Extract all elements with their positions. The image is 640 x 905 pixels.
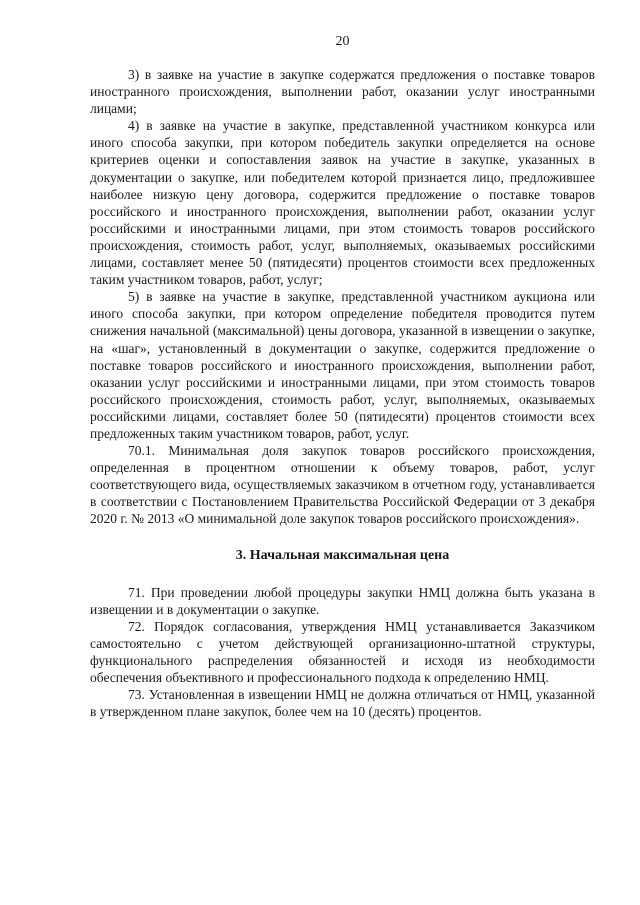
paragraph-72: 72. Порядок согласования, утверждения НМЦ устанавливается Заказчиком самостоятельно с учетом действующей организационно-штатной структуры, функционального распределения обязанностей и исходя из необходимости обеспечения объективного и профессионального подхода к определению НМЦ. (90, 618, 595, 685)
section-title: 3. Начальная максимальная цена (235, 547, 450, 563)
paragraph-item-5: 5) в заявке на участие в закупке, представленной участником аукциона или иного способа закупки, при котором определение победителя проводится путем снижения начальной (максимальной) цены договора, указанной в извещении о закупке, на «шаг», установленный в документации о закупке, содержится предложение о поставке товаров российского и иностранного происхождения, выполнении работ, оказании услуг российскими и иностранными лицами, при этом стоимость товаров российского происхождения, стоимость работ, услуг, выполняемых, оказываемых российскими лицами, составляет более 50 (пятидесяти) процентов стоимости всех предложенных таким участником товаров, работ, услуг. (90, 289, 595, 441)
page-number: 20 (335, 34, 350, 49)
paragraph-70-1: 70.1. Минимальная доля закупок товаров российского происхождения, определенная в процентном отношении к объему товаров, работ, услуг соответствующего вида, осуществляемых заказчиком в отчетном году, устанавливается в соответствии с Постановлением Правительства Российской Федерации от 3 декабря 2020 г. № 2013 «О минимальной доле закупок товаров российского происхождения». (90, 443, 595, 527)
paragraph-73: 73. Установленная в извещении НМЦ не должна отличаться от НМЦ, указанной в утвержденном плане закупок, более чем на 10 (десять) процентов. (90, 687, 595, 720)
document-page (90, 34, 595, 720)
paragraph-item-3: 3) в заявке на участие в закупке содержатся предложения о поставке товаров иностранного происхождения, выполнении работ, оказании услуг иностранными лицами; (90, 67, 595, 117)
paragraph-71: 71. При проведении любой процедуры закупки НМЦ должна быть указана в извещении и в документации о закупке. (90, 584, 595, 617)
paragraph-item-4: 4) в заявке на участие в закупке, представленной участником конкурса или иного способа закупки, при котором победитель закупки определяется на основе критериев оценки и сопоставления заявок на участие в закупке, указанных в документации о закупке, или победителем которой признается лицо, предложившее наиболее низкую цену договора, содержится предложение о поставке товаров российского и иностранного происхождения, выполнении работ, оказании услуг российскими и иностранными лицами, при этом стоимость товаров российского происхождения, стоимость работ, услуг, выполняемых, оказываемых российскими лицами, составляет менее 50 (пятидесяти) процентов стоимости всех предложенных таким участником товаров, работ, услуг; (90, 118, 595, 288)
